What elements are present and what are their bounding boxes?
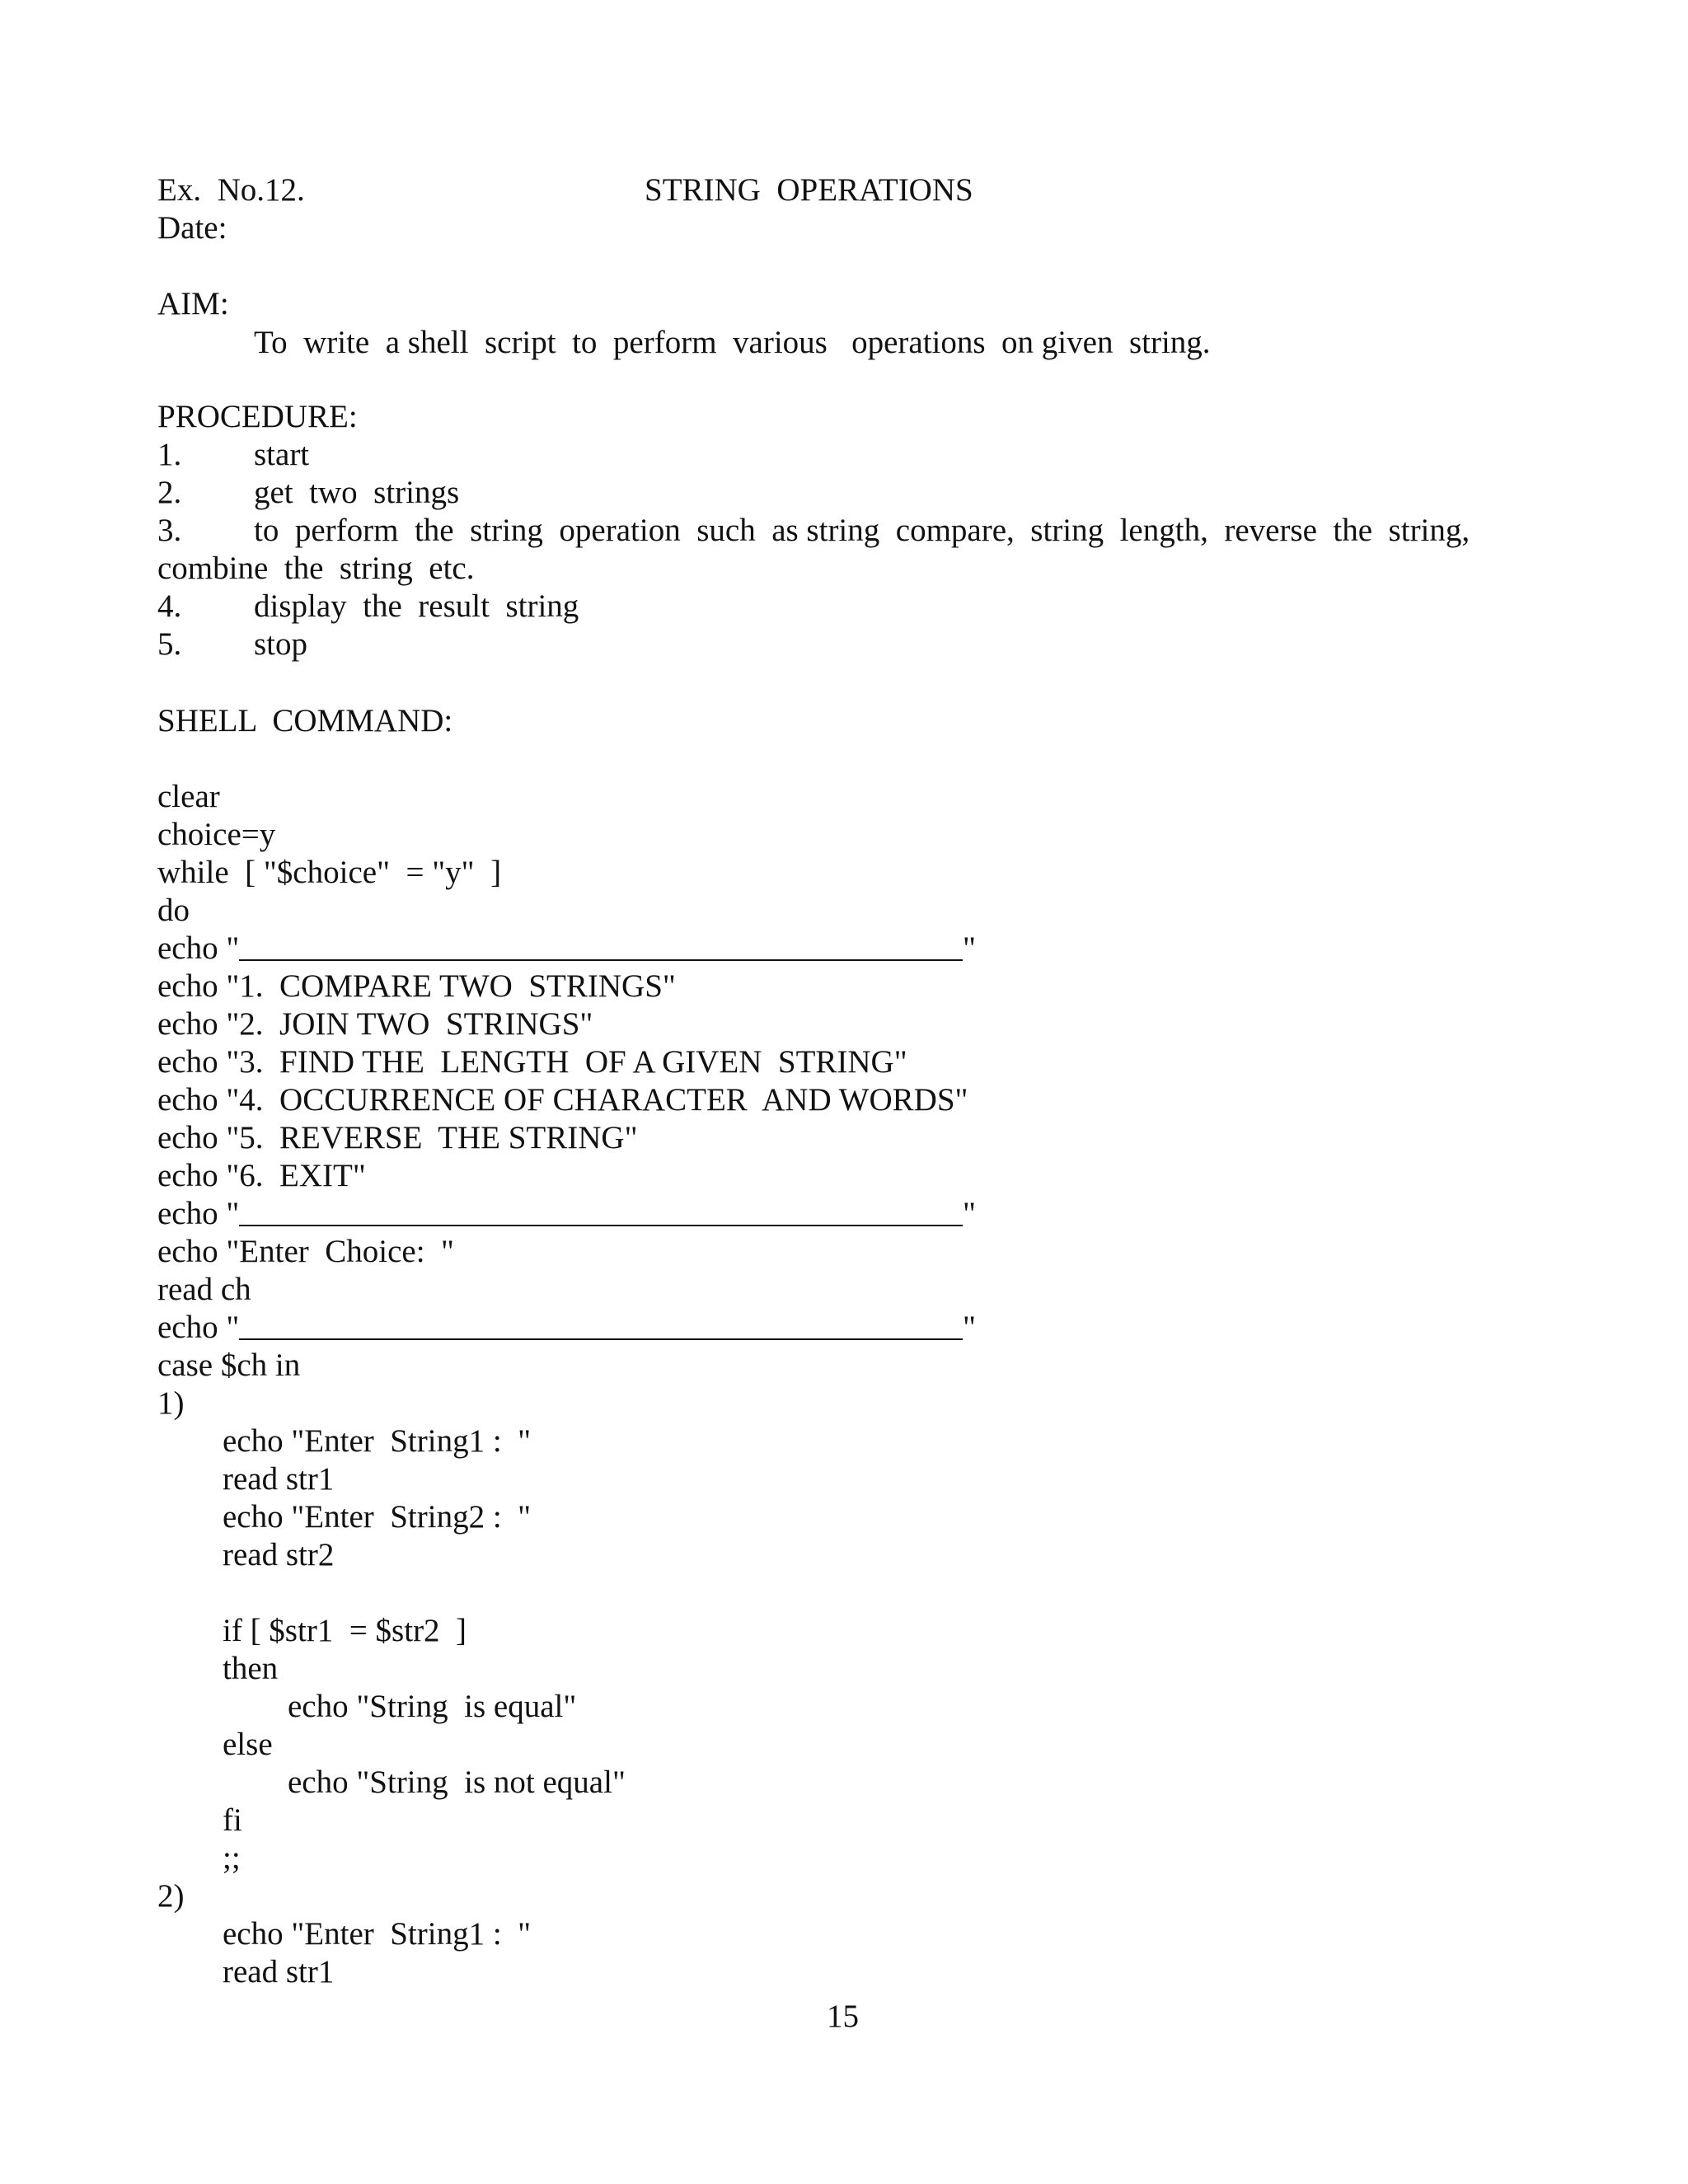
code-line: echo "String is equal"	[288, 1689, 577, 1724]
shell-command-heading: SHELL COMMAND:	[157, 703, 453, 738]
step-text: display the result string	[254, 588, 579, 624]
separator-line	[239, 959, 963, 961]
step-number: 2.	[157, 475, 182, 510]
step-number: 4.	[157, 588, 182, 624]
code-line: echo "3. FIND THE LENGTH OF A GIVEN STRING"	[157, 1044, 907, 1080]
step-text-continuation: combine the string etc.	[157, 551, 475, 586]
code-line: case $ch in	[157, 1347, 301, 1383]
code-line: echo "	[157, 930, 240, 966]
aim-heading: AIM:	[157, 286, 229, 321]
code-line: echo "6. EXIT"	[157, 1158, 366, 1193]
code-line: clear	[157, 779, 220, 814]
code-line: if [ $str1 = $str2 ]	[223, 1613, 467, 1648]
code-line: echo "	[157, 1310, 240, 1345]
code-line: echo "Enter String1 : "	[223, 1423, 532, 1459]
code-line: choice=y	[157, 817, 276, 852]
code-line: then	[223, 1651, 279, 1686]
exercise-number: Ex. No.12.	[157, 172, 305, 208]
code-line: read str2	[223, 1537, 335, 1572]
code-line: echo "1. COMPARE TWO STRINGS"	[157, 968, 676, 1004]
aim-text: To write a shell script to perform various operations on given string.	[254, 325, 1211, 360]
code-line: echo "String is not equal"	[288, 1765, 626, 1800]
code-line: echo "Enter String1 : "	[223, 1916, 532, 1952]
code-line: echo "5. REVERSE THE STRING"	[157, 1120, 638, 1155]
separator-line	[239, 1338, 963, 1340]
step-number: 1.	[157, 437, 182, 472]
code-line: while [ "$choice" = "y" ]	[157, 855, 502, 890]
code-line: echo "2. JOIN TWO STRINGS"	[157, 1006, 593, 1042]
step-number: 3.	[157, 513, 182, 548]
code-line: 1)	[157, 1385, 185, 1421]
closing-quote: "	[963, 930, 976, 966]
step-text: stop	[254, 626, 308, 662]
code-line: do	[157, 893, 190, 928]
code-line: 2)	[157, 1878, 185, 1914]
code-line: read str1	[223, 1461, 335, 1497]
date-label: Date:	[157, 210, 227, 246]
closing-quote: "	[963, 1196, 976, 1231]
step-text: to perform the string operation such as string compare, string length, reverse the string,	[254, 513, 1470, 548]
step-number: 5.	[157, 626, 182, 662]
code-line: fi	[223, 1802, 242, 1838]
code-line: echo "Enter Choice: "	[157, 1234, 454, 1269]
closing-quote: "	[963, 1310, 976, 1345]
code-line: echo "Enter String2 : "	[223, 1499, 532, 1535]
page-title: STRING OPERATIONS	[645, 172, 973, 208]
code-line: ;;	[223, 1840, 241, 1876]
code-line: read str1	[223, 1954, 335, 1990]
procedure-heading: PROCEDURE:	[157, 399, 358, 434]
page-number: 15	[827, 1999, 859, 2034]
code-line: else	[223, 1727, 273, 1762]
code-line: echo "	[157, 1196, 240, 1231]
code-line: read ch	[157, 1272, 251, 1307]
separator-line	[239, 1225, 963, 1226]
code-line: echo "4. OCCURRENCE OF CHARACTER AND WORDS"	[157, 1082, 968, 1118]
step-text: start	[254, 437, 310, 472]
step-text: get two strings	[254, 475, 460, 510]
